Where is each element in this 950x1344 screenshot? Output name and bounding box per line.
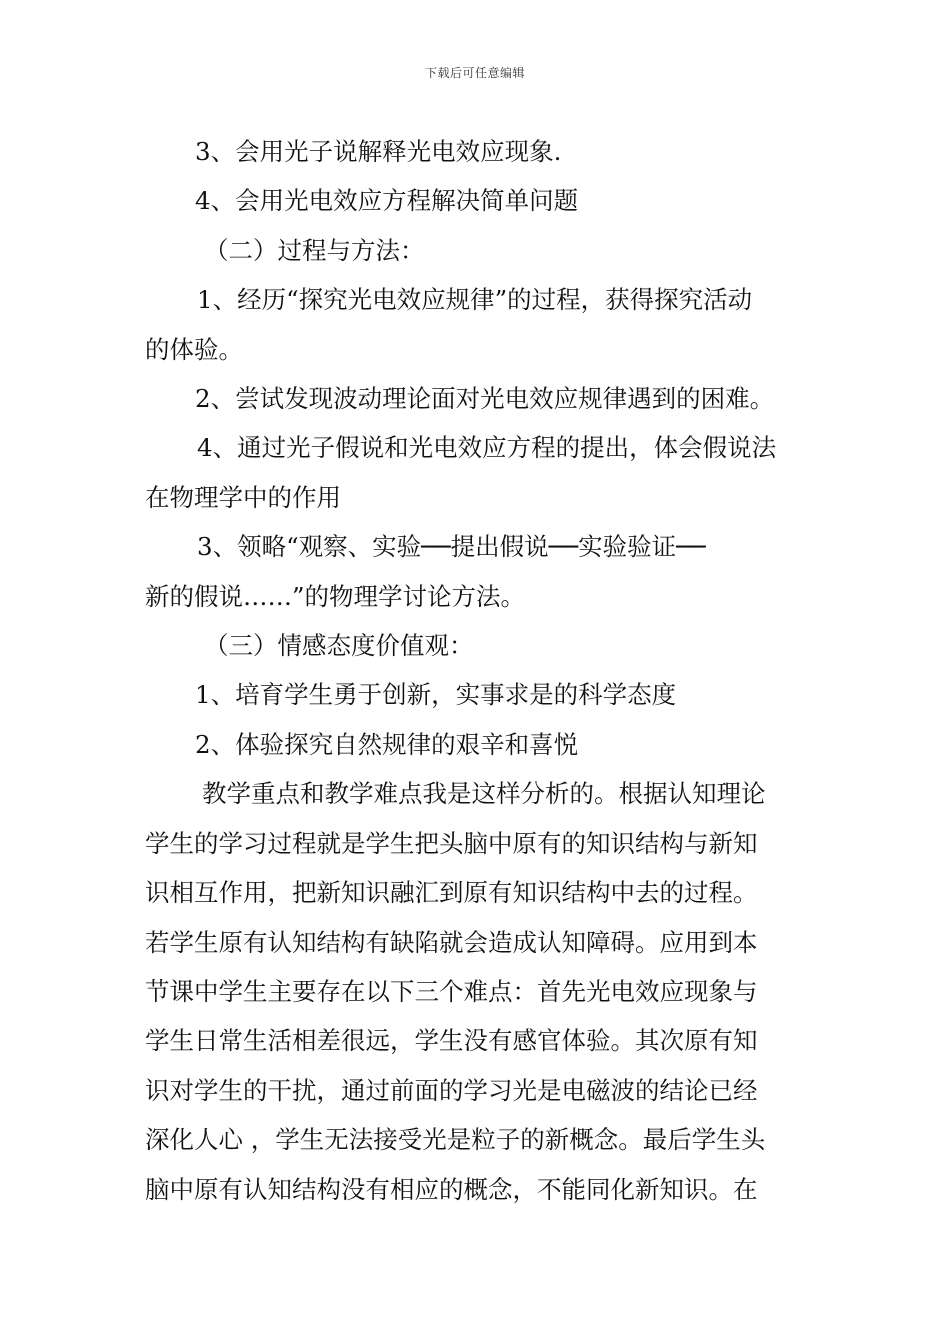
objective-line: 3、会用光子说解释光电效应现象. — [195, 137, 562, 166]
objective-line-continued: 在物理学中的作用 — [145, 482, 341, 512]
page-header: 下载后可任意编辑 — [424, 66, 525, 80]
objective-line: 3、领略“观察、实验──提出假说──实验验证── — [197, 532, 706, 562]
objective-line: 1、经历“探究光电效应规律”的过程，获得探究活动 — [197, 285, 753, 315]
document-body — [145, 127, 809, 1214]
section-heading: （三）情感态度价值观： — [204, 631, 474, 661]
paragraph-line: 脑中原有认知结构没有相应的概念，不能同化新知识。在 — [145, 1174, 758, 1204]
paragraph-line: 学生的学习过程就是学生把头脑中原有的知识结构与新知 — [145, 828, 758, 858]
objective-line: 4、会用光电效应方程解决简单问题 — [195, 186, 579, 216]
objective-line: 1、培育学生勇于创新，实事求是的科学态度 — [195, 680, 677, 710]
objective-line: 2、体验探究自然规律的艰辛和喜悦 — [195, 729, 579, 759]
paragraph-line: 教学重点和教学难点我是这样分析的。根据认知理论 — [202, 779, 766, 809]
paragraph-line: 识对学生的干扰，通过前面的学习光是电磁波的结论已经 — [145, 1075, 758, 1105]
paragraph-line: 学生日常生活相差很远，学生没有感官体验。其次原有知 — [145, 1026, 758, 1056]
section-heading: （二）过程与方法： — [204, 235, 425, 265]
paragraph-line: 若学生原有认知结构有缺陷就会造成认知障碍。应用到本 — [145, 927, 758, 957]
paragraph-line: 深化人心 ，学生无法接受光是粒子的新概念。最后学生头 — [145, 1125, 766, 1155]
paragraph-line: 节课中学生主要存在以下三个难点：首先光电效应现象与 — [145, 976, 758, 1006]
objective-line-continued: 新的假说……”的物理学讨论方法。 — [145, 581, 526, 611]
objective-line: 4、通过光子假说和光电效应方程的提出，体会假说法 — [197, 433, 777, 463]
objective-line-continued: 的体验。 — [145, 334, 243, 364]
objective-line: 2、尝试发现波动理论面对光电效应规律遇到的困难。 — [195, 384, 775, 414]
paragraph-line: 识相互作用，把新知识融汇到原有知识结构中去的过程。 — [145, 878, 758, 908]
